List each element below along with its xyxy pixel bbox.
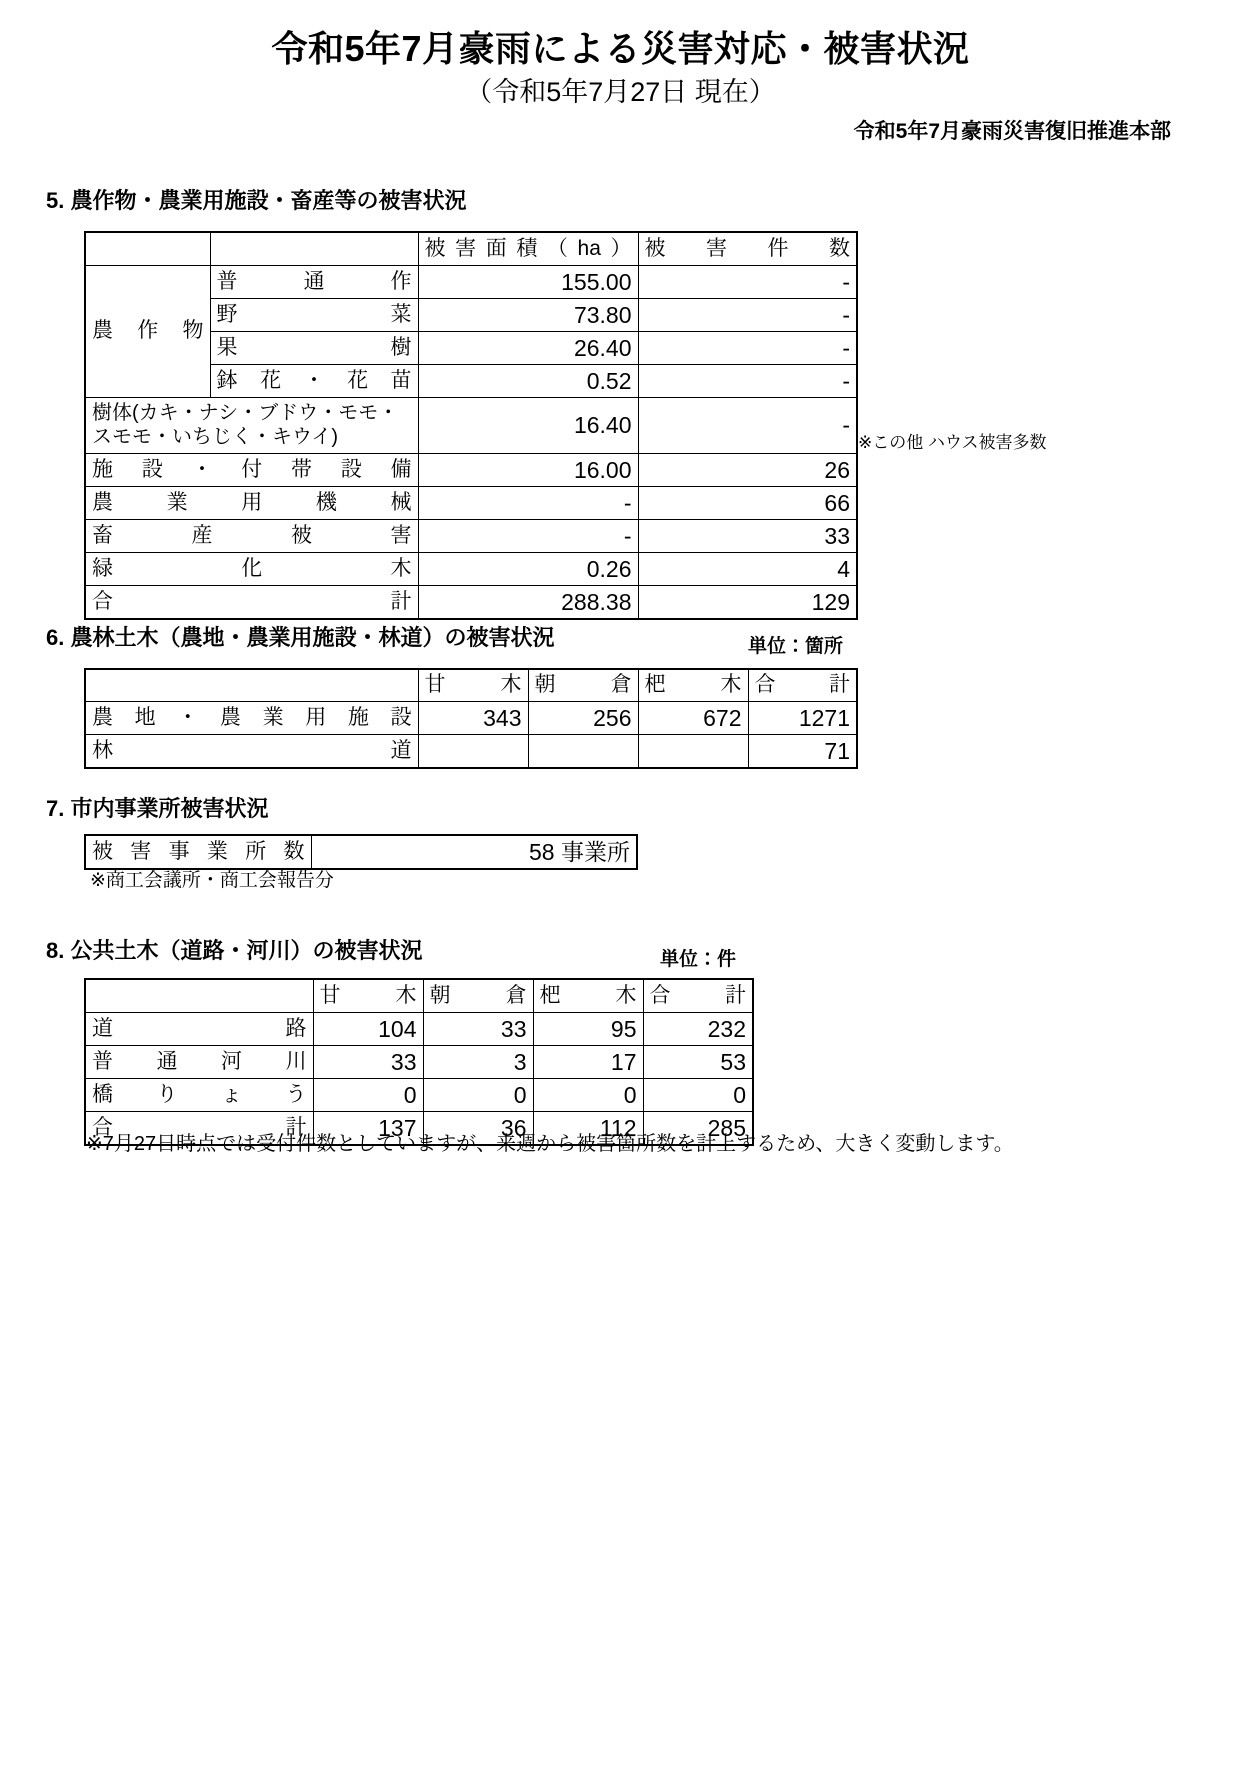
row-label: 橋りょう: [85, 1078, 313, 1111]
cell-area: 26.40: [418, 331, 638, 364]
section-6-heading: 6. 農林土木（農地・農業用施設・林道）の被害状況: [46, 625, 555, 650]
document-subtitle: （令和5年7月27日 現在）: [465, 77, 776, 108]
row-label: 施設・付帯設備: [85, 453, 418, 486]
row-label: 鉢花・花苗: [210, 364, 418, 397]
cell-total: 0: [643, 1078, 753, 1111]
row-group-label-crops: 農作物: [85, 265, 210, 397]
table-row: [85, 486, 857, 519]
section-5-side-note: ※この他 ハウス被害多数: [858, 433, 1047, 452]
row-label: 林道: [85, 734, 418, 768]
cell-asakura: 0: [423, 1078, 533, 1111]
table-row: [85, 453, 857, 486]
cell-amagi-total: 137: [313, 1111, 423, 1145]
section-8-unit: 単位：件: [660, 949, 737, 970]
column-header-amagi: 甘木: [313, 979, 423, 1012]
cell-count: -: [638, 331, 857, 364]
cell-haki-total: 112: [533, 1111, 643, 1145]
column-header-count: 被害件数: [638, 232, 857, 265]
column-header-asakura: 朝倉: [528, 669, 638, 701]
cell-count: 33: [638, 519, 857, 552]
row-label-total: 合計: [85, 1111, 313, 1145]
table-row: [85, 701, 857, 734]
cell-count: -: [638, 265, 857, 298]
column-header-amagi: 甘木: [418, 669, 528, 701]
table-row: [85, 397, 857, 453]
table-row: [85, 835, 637, 869]
table-row: [85, 232, 857, 265]
row-label-total: 合計: [85, 585, 418, 619]
corner-cell: [85, 232, 210, 265]
row-label: 緑化木: [85, 552, 418, 585]
cell-area: 73.80: [418, 298, 638, 331]
cell-count: -: [638, 397, 857, 453]
row-label-tree-body: 樹体(カキ・ナシ・ブドウ・モモ・スモモ・いちじく・キウイ): [85, 397, 418, 453]
table-row: [85, 734, 857, 768]
row-label: 農地・農業用施設: [85, 701, 418, 734]
corner-cell-2: [210, 232, 418, 265]
column-header-haki: 杷木: [533, 979, 643, 1012]
row-label: 畜産被害: [85, 519, 418, 552]
cell-asakura-total: 36: [423, 1111, 533, 1145]
cell-count: -: [638, 364, 857, 397]
cell-total: 232: [643, 1012, 753, 1045]
cell-total: 71: [748, 734, 857, 768]
cell-asakura: 33: [423, 1012, 533, 1045]
row-label: 野菜: [210, 298, 418, 331]
section-6-unit: 単位：箇所: [748, 636, 844, 657]
table-business-damage: [84, 834, 638, 870]
column-header-asakura: 朝倉: [423, 979, 533, 1012]
table-row: [85, 1078, 753, 1111]
cell-amagi: 0: [313, 1078, 423, 1111]
column-header-area: 被害面積（ha）: [418, 232, 638, 265]
cell-area-total: 288.38: [418, 585, 638, 619]
table-row: [85, 1012, 753, 1045]
cell-area: 16.40: [418, 397, 638, 453]
section-7-note: ※商工会議所・商工会報告分: [90, 870, 334, 891]
cell-count-total: 129: [638, 585, 857, 619]
table-row: [85, 265, 857, 298]
table-row: [85, 669, 857, 701]
cell-amagi: 104: [313, 1012, 423, 1045]
row-label: 農業用機械: [85, 486, 418, 519]
cell-area: 155.00: [418, 265, 638, 298]
table-row: [85, 1045, 753, 1078]
cell-asakura: 3: [423, 1045, 533, 1078]
cell-haki: 672: [638, 701, 748, 734]
section-8-heading: 8. 公共土木（道路・河川）の被害状況: [46, 938, 423, 963]
corner-cell: [85, 669, 418, 701]
cell-area: -: [418, 486, 638, 519]
cell-area: 16.00: [418, 453, 638, 486]
cell-total: 53: [643, 1045, 753, 1078]
section-8-note: ※7月27日時点では受付件数としていますが、来週から被害箇所数を計上するため、大きく変動します。: [86, 1133, 1014, 1155]
row-label: 道路: [85, 1012, 313, 1045]
row-label: 普通河川: [85, 1045, 313, 1078]
cell-count: 66: [638, 486, 857, 519]
cell-total-total: 285: [643, 1111, 753, 1145]
table-public-works-damage: [84, 978, 754, 1146]
cell-haki: [638, 734, 748, 768]
cell-area: 0.26: [418, 552, 638, 585]
table-row: [85, 519, 857, 552]
cell-count: 4: [638, 552, 857, 585]
table-row: [85, 979, 753, 1012]
cell-area: 0.52: [418, 364, 638, 397]
cell-haki: 0: [533, 1078, 643, 1111]
document-page: [0, 28, 1241, 1783]
cell-business-count-value: 58 事業所: [311, 835, 637, 869]
table-agricultural-civil-engineering: [84, 668, 858, 769]
cell-haki: 17: [533, 1045, 643, 1078]
cell-asakura: 256: [528, 701, 638, 734]
issuing-organization: 令和5年7月豪雨災害復旧推進本部: [853, 119, 1171, 143]
cell-area: -: [418, 519, 638, 552]
row-label: 普通作: [210, 265, 418, 298]
cell-amagi: 33: [313, 1045, 423, 1078]
cell-haki: 95: [533, 1012, 643, 1045]
cell-count: -: [638, 298, 857, 331]
cell-amagi: 343: [418, 701, 528, 734]
cell-count: 26: [638, 453, 857, 486]
row-label: 果樹: [210, 331, 418, 364]
cell-asakura: [528, 734, 638, 768]
table-row: [85, 552, 857, 585]
column-header-haki: 杷木: [638, 669, 748, 701]
cell-amagi: [418, 734, 528, 768]
document-title: 令和5年7月豪雨による災害対応・被害状況: [271, 28, 970, 69]
section-7-heading: 7. 市内事業所被害状況: [46, 796, 269, 821]
table-row: [85, 585, 857, 619]
corner-cell: [85, 979, 313, 1012]
table-agriculture-damage: [84, 231, 858, 620]
column-header-total: 合計: [748, 669, 857, 701]
section-5-heading: 5. 農作物・農業用施設・畜産等の被害状況: [46, 188, 467, 213]
column-header-total: 合計: [643, 979, 753, 1012]
cell-total: 1271: [748, 701, 857, 734]
row-label-business-count: 被害事業所数: [85, 835, 311, 869]
